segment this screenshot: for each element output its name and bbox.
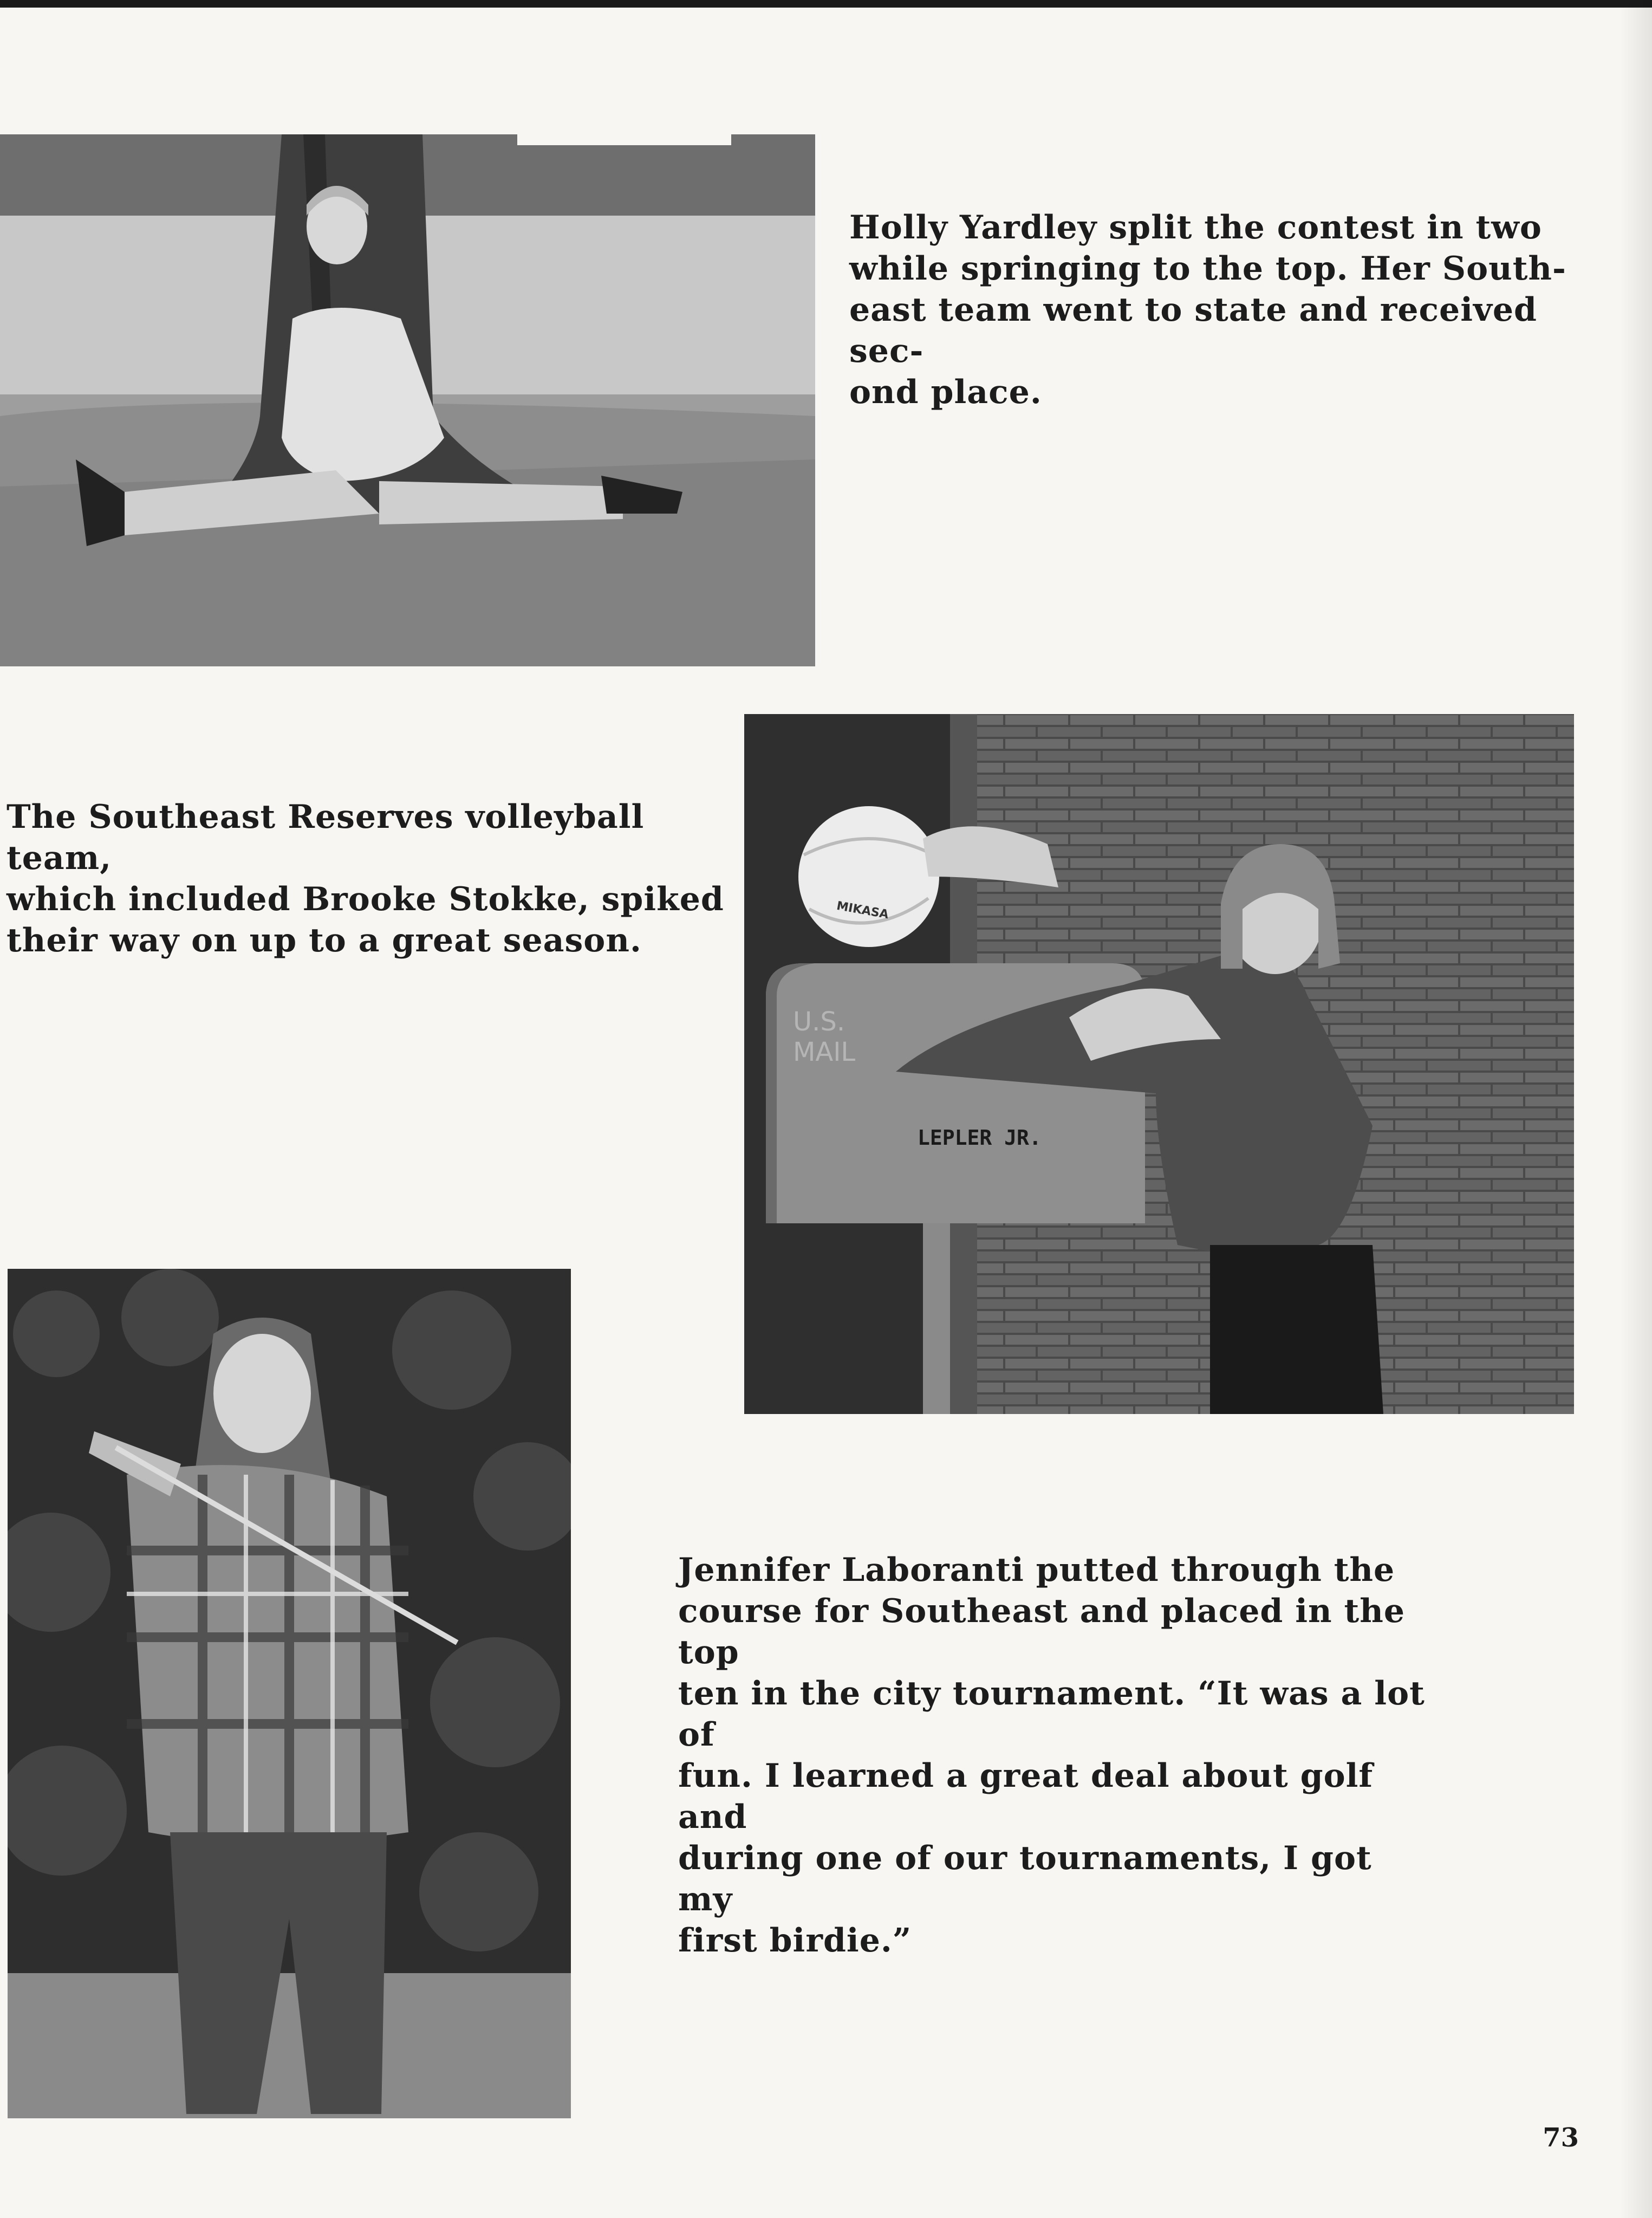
mailbox-name-text: LEPLER JR. — [918, 1126, 1042, 1150]
photo-holly-top-right-gap — [517, 134, 731, 145]
page-number: 73 — [1543, 2123, 1579, 2153]
binding-shadow — [1620, 0, 1652, 2218]
volleyball-brand-label: MIKASA — [835, 899, 890, 922]
caption-jennifer-laboranti: Jennifer Laboranti putted through the course for Southeast and placed in the top ten in the city tournament. “It was a lot of fun. I learned a great deal about golf and during one of our tournaments, I got my first birdie.” — [678, 1551, 1425, 1960]
caption-brooke-stokke: The Southeast Reserves volleyball team, which included Brooke Stokke, spiked their way on up to a great season. — [6, 798, 724, 959]
photo-holly-scene — [0, 134, 815, 666]
photo-brooke-scene — [744, 714, 1574, 1414]
caption-holly-yardley: Holly Yardley split the contest in two while springing to the top. Her South- east team went to state and received sec- ond place. — [849, 209, 1566, 411]
scan-top-edge — [0, 0, 1652, 8]
mailbox-us-mail-text: U.S. MAIL — [793, 1007, 856, 1067]
photo-jennifer-scene — [8, 1269, 571, 2118]
photo-jennifer-laboranti — [8, 1269, 571, 2118]
photo-brooke-stokke — [744, 714, 1574, 1414]
photo-holly-yardley — [0, 134, 815, 666]
